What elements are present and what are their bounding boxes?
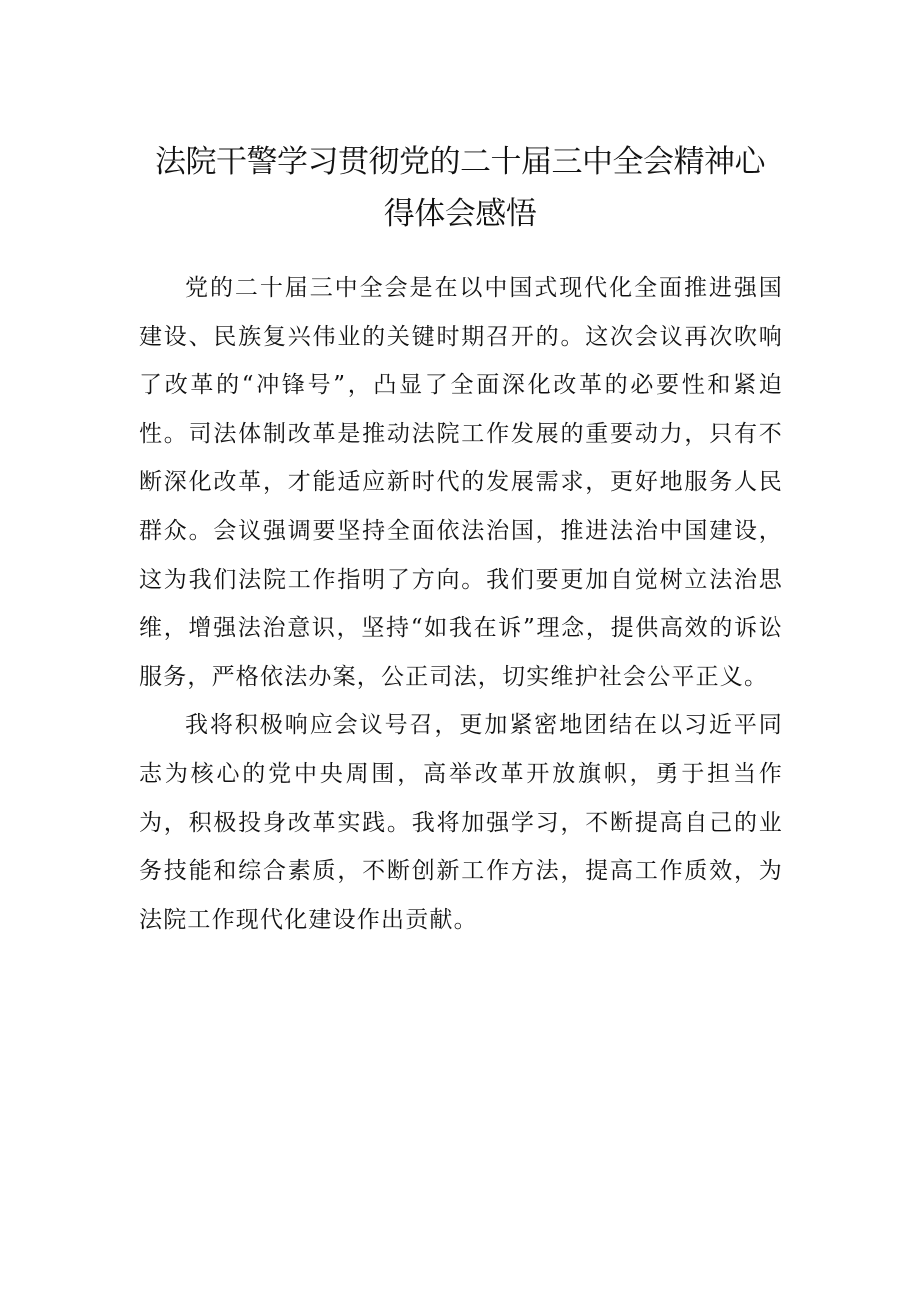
document-title xyxy=(120,136,800,240)
document-body xyxy=(139,264,783,944)
document-title-line-2: 得体会感悟 xyxy=(383,196,537,232)
body-paragraph-2: 我将积极响应会议号召，更加紧密地团结在以习近平同志为核心的党中央周围，高举改革开放旗帜，勇于担当作为，积极投身改革实践。我将加强学习，不断提高自己的业务技能和综合素质，不断创新工作方法，提高工作质效，为法院工作现代化建设作出贡献。 xyxy=(139,712,783,933)
document-title-line-1: 法院干警学习贯彻党的二十届三中全会精神心 xyxy=(155,144,765,180)
body-paragraph-1: 党的二十届三中全会是在以中国式现代化全面推进强国建设、民族复兴伟业的关键时期召开的。这次会议再次吹响了改革的“冲锋号”，凸显了全面深化改革的必要性和紧迫性。司法体制改革是推动法院工作发展的重要动力，只有不断深化改革，才能适应新时代的发展需求，更好地服务人民群众。会议强调要坚持全面依法治国，推进法治中国建设，这为我们法院工作指明了方向。我们要更加自觉树立法治思维，增强法治意识，坚持“如我在诉”理念，提供高效的诉讼服务，严格依法办案，公正司法，切实维护社会公平正义。 xyxy=(139,275,783,690)
